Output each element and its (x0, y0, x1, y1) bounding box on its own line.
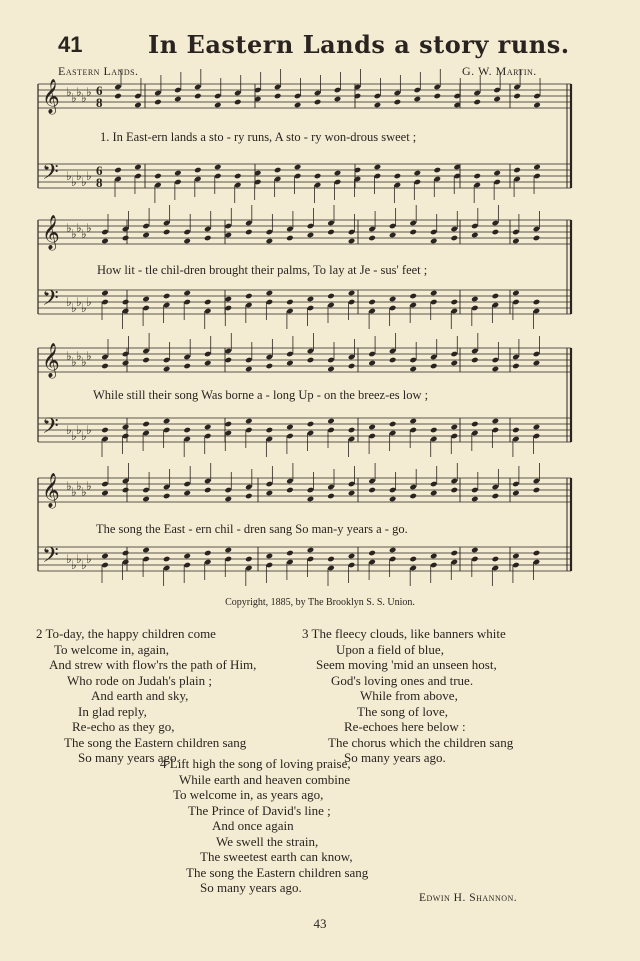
note-head (101, 238, 109, 245)
note-head (368, 235, 376, 242)
time-signature-top: 6 (96, 163, 103, 178)
verse-line: Re-echo as they go, (72, 719, 175, 734)
verse-line: 3 The fleecy clouds, like banners white (302, 626, 506, 641)
note-head (450, 299, 458, 306)
note-head (327, 229, 335, 236)
verse-line: So many years ago. (78, 750, 180, 765)
note-head (348, 427, 356, 434)
note-head (234, 173, 242, 180)
verse-line: To welcome in, again, (54, 641, 169, 657)
verse-line: Upon a field of blue, (336, 641, 444, 657)
note-head (450, 235, 458, 242)
note-head (294, 102, 302, 109)
bass-clef-icon: 𝄢 (42, 414, 59, 444)
note-head (327, 493, 335, 500)
note-head (450, 360, 458, 367)
treble-clef-icon: 𝄞 (42, 215, 60, 250)
flat-icon: ♭ (66, 295, 72, 309)
note-head (327, 293, 335, 300)
note-head (471, 547, 479, 554)
verse-2 (36, 626, 256, 766)
verse-line: While earth and heaven combine (179, 771, 351, 787)
bass-clef-icon: 𝄢 (42, 160, 59, 190)
hymn-number: 41 (58, 32, 83, 57)
flat-icon: ♭ (66, 349, 72, 363)
note-head (533, 299, 541, 306)
verse-line: The song of love, (357, 703, 448, 719)
verse-line: The song the Eastern children sang (64, 734, 247, 750)
flat-icon: ♭ (66, 85, 72, 99)
note-head (533, 164, 541, 171)
note-head (245, 418, 253, 425)
bass-clef-icon: 𝄢 (42, 543, 59, 573)
note-head (245, 366, 253, 373)
note-head (163, 366, 171, 373)
note-head (389, 421, 397, 428)
note-head (512, 490, 520, 497)
verse-line: And once again (212, 818, 294, 833)
note-head (348, 238, 356, 245)
note-head (224, 496, 232, 503)
note-head (433, 93, 441, 100)
flat-icon: ♭ (86, 295, 92, 309)
verse-line: Seem moving 'mid an unseen host, (316, 657, 497, 672)
note-head (512, 363, 520, 370)
note-head (471, 357, 479, 364)
verse-line: The chorus which the children sang (328, 734, 514, 750)
note-head (430, 490, 438, 497)
note-head (433, 167, 441, 174)
note-head (430, 553, 438, 560)
note-head (183, 238, 191, 245)
verse-line: Re-echoes here below : (344, 719, 466, 734)
lyric-line-3: While still their song Was borne a - long Up - on the breez-es low ; (93, 388, 429, 402)
composer: G. W. Martin. (462, 64, 537, 78)
note-head (307, 232, 315, 239)
note-head (245, 556, 253, 563)
note-head (430, 238, 438, 245)
note-head (307, 357, 315, 364)
note-head (368, 550, 376, 557)
note-head (492, 418, 500, 425)
note-head (327, 556, 335, 563)
note-head (409, 418, 417, 425)
note-head (122, 360, 130, 367)
note-head (533, 102, 541, 109)
note-head (430, 427, 438, 434)
note-head (142, 421, 150, 428)
note-head (204, 550, 212, 557)
note-head (533, 424, 541, 431)
flat-icon: ♭ (76, 221, 82, 235)
note-head (492, 293, 500, 300)
note-head (266, 553, 274, 560)
note-head (204, 487, 212, 494)
time-signature-bottom: 8 (96, 95, 103, 110)
note-head (245, 493, 253, 500)
note-head (294, 164, 302, 171)
note-head (374, 164, 382, 171)
note-head (142, 296, 150, 303)
note-head (414, 96, 422, 103)
verse-line: In glad reply, (78, 703, 147, 719)
flat-icon: ♭ (81, 301, 87, 315)
note-head (114, 93, 122, 100)
note-head (174, 170, 182, 177)
note-head (224, 421, 232, 428)
note-head (307, 421, 315, 428)
note-head (122, 424, 130, 431)
verse-line: To welcome in, as years ago, (173, 787, 324, 802)
note-head (134, 164, 142, 171)
flat-icon: ♭ (76, 423, 82, 437)
note-head (101, 553, 109, 560)
flat-icon: ♭ (81, 227, 87, 241)
flat-icon: ♭ (71, 91, 77, 105)
note-head (154, 173, 162, 180)
note-head (334, 170, 342, 177)
note-head (101, 490, 109, 497)
note-head (533, 550, 541, 557)
time-signature-top: 6 (96, 83, 103, 98)
flat-icon: ♭ (76, 169, 82, 183)
verse-line: And strew with flow'rs the path of Him, (49, 657, 257, 672)
hymn-title: In Eastern Lands a story runs. (148, 30, 570, 59)
note-head (493, 170, 501, 177)
note-head (214, 102, 222, 109)
verse-line: While from above, (360, 688, 458, 703)
note-head (174, 96, 182, 103)
note-head (245, 229, 253, 236)
note-head (409, 293, 417, 300)
flat-icon: ♭ (86, 552, 92, 566)
note-head (266, 238, 274, 245)
note-head (134, 102, 142, 109)
note-head (430, 290, 438, 297)
note-head (348, 490, 356, 497)
note-head (101, 427, 109, 434)
note-head (307, 296, 315, 303)
note-head (368, 424, 376, 431)
note-head (224, 357, 232, 364)
note-head (234, 99, 242, 106)
flat-icon: ♭ (76, 552, 82, 566)
note-head (492, 556, 500, 563)
note-head (307, 547, 315, 554)
verse-line: So many years ago. (200, 880, 302, 895)
note-head (314, 173, 322, 180)
note-head (307, 496, 315, 503)
flat-icon: ♭ (66, 552, 72, 566)
note-head (492, 493, 500, 500)
note-head (204, 360, 212, 367)
note-head (286, 550, 294, 557)
note-head (493, 96, 501, 103)
note-head (122, 235, 130, 242)
flat-icon: ♭ (66, 221, 72, 235)
note-head (450, 550, 458, 557)
note-head (101, 363, 109, 370)
verse-line: 4 Lift high the song of loving praise, (160, 756, 351, 771)
note-head (368, 299, 376, 306)
note-head (492, 366, 500, 373)
flat-icon: ♭ (81, 558, 87, 572)
note-head (122, 487, 130, 494)
verse-line: So many years ago. (344, 750, 446, 765)
note-head (114, 167, 122, 174)
note-head (389, 547, 397, 554)
note-head (394, 99, 402, 106)
flat-icon: ♭ (81, 355, 87, 369)
flat-icon: ♭ (86, 349, 92, 363)
note-head (183, 553, 191, 560)
flat-icon: ♭ (66, 169, 72, 183)
note-head (286, 360, 294, 367)
note-head (224, 296, 232, 303)
note-head (471, 232, 479, 239)
note-head (266, 290, 274, 297)
copyright-notice: Copyright, 1885, by The Brooklyn S. S. Union. (225, 597, 415, 608)
note-head (327, 366, 335, 373)
note-head (389, 232, 397, 239)
flat-icon: ♭ (86, 479, 92, 493)
verse-line: The Prince of David's line ; (188, 802, 331, 818)
note-head (266, 363, 274, 370)
time-signature-bottom: 8 (96, 175, 103, 190)
note-head (348, 363, 356, 370)
tune-name: Eastern Lands. (58, 64, 139, 78)
flat-icon: ♭ (66, 423, 72, 437)
flat-icon: ♭ (71, 175, 77, 189)
flat-icon: ♭ (71, 485, 77, 499)
note-head (513, 93, 521, 100)
verse-line: Who rode on Judah's plain ; (67, 672, 212, 688)
note-head (334, 96, 342, 103)
flat-icon: ♭ (86, 169, 92, 183)
note-head (471, 296, 479, 303)
verse-line: We swell the strain, (216, 833, 319, 849)
flat-icon: ♭ (71, 558, 77, 572)
note-head (183, 363, 191, 370)
lyric-line-1: 1. In East-ern lands a sto - ry runs, A sto - ry won-drous sweet ; (100, 130, 417, 144)
note-head (473, 99, 481, 106)
note-head (327, 418, 335, 425)
treble-clef-icon: 𝄞 (42, 473, 60, 508)
note-head (245, 293, 253, 300)
note-head (450, 424, 458, 431)
note-head (163, 229, 171, 236)
note-head (204, 299, 212, 306)
note-head (389, 496, 397, 503)
note-head (473, 173, 481, 180)
flat-icon: ♭ (76, 349, 82, 363)
note-head (194, 167, 202, 174)
note-head (513, 167, 521, 174)
note-head (512, 238, 520, 245)
note-head (286, 299, 294, 306)
bass-clef-icon: 𝄢 (42, 286, 59, 316)
note-head (389, 357, 397, 364)
note-head (471, 421, 479, 428)
note-head (194, 93, 202, 100)
note-head (274, 167, 282, 174)
note-head (163, 418, 171, 425)
note-head (274, 93, 282, 100)
note-head (409, 556, 417, 563)
note-head (286, 235, 294, 242)
verse-line: The song the Eastern children sang (186, 864, 369, 880)
note-head (142, 547, 150, 554)
flat-icon: ♭ (81, 485, 87, 499)
note-head (533, 360, 541, 367)
note-head (492, 229, 500, 236)
note-head (389, 296, 397, 303)
flat-icon: ♭ (81, 91, 87, 105)
treble-clef-icon: 𝄞 (42, 343, 60, 378)
note-head (348, 553, 356, 560)
note-head (122, 550, 130, 557)
note-head (471, 496, 479, 503)
note-head (512, 553, 520, 560)
verse-4 (160, 756, 368, 896)
note-head (101, 290, 109, 297)
note-head (414, 170, 422, 177)
flat-icon: ♭ (86, 85, 92, 99)
note-head (142, 496, 150, 503)
verse-line: 2 To-day, the happy children come (36, 626, 216, 641)
note-head (142, 357, 150, 364)
note-head (154, 99, 162, 106)
note-head (430, 363, 438, 370)
note-head (409, 229, 417, 236)
note-head (286, 424, 294, 431)
treble-clef-icon: 𝄞 (42, 79, 60, 114)
note-head (266, 490, 274, 497)
note-head (224, 547, 232, 554)
verse-line: God's loving ones and true. (331, 672, 474, 688)
note-head (368, 487, 376, 494)
note-head (394, 173, 402, 180)
note-head (214, 164, 222, 171)
note-head (314, 99, 322, 106)
note-head (286, 487, 294, 494)
flat-icon: ♭ (71, 355, 77, 369)
note-head (266, 427, 274, 434)
verse-line: The sweetest earth can know, (200, 849, 353, 864)
note-head (224, 232, 232, 239)
note-head (163, 493, 171, 500)
note-head (348, 290, 356, 297)
note-head (368, 360, 376, 367)
note-head (122, 299, 130, 306)
author: Edwin H. Shannon. (419, 892, 518, 904)
verse-line: And earth and sky, (91, 688, 189, 703)
note-head (533, 235, 541, 242)
note-head (533, 487, 541, 494)
verse-3 (302, 626, 513, 766)
flat-icon: ♭ (76, 479, 82, 493)
flat-icon: ♭ (76, 85, 82, 99)
flat-icon: ♭ (86, 423, 92, 437)
flat-icon: ♭ (81, 429, 87, 443)
note-head (183, 427, 191, 434)
lyric-line-2: How lit - tle chil-dren brought their palms, To lay at Je - sus' feet ; (97, 263, 428, 277)
note-head (163, 293, 171, 300)
note-head (142, 232, 150, 239)
note-head (512, 427, 520, 434)
flat-icon: ♭ (71, 227, 77, 241)
note-head (204, 235, 212, 242)
note-head (512, 290, 520, 297)
lyric-line-4: The song the East - ern chil - dren sang So man-y years a - go. (96, 522, 408, 536)
note-head (374, 102, 382, 109)
note-head (409, 366, 417, 373)
flat-icon: ♭ (76, 295, 82, 309)
note-head (183, 290, 191, 297)
page-number: 43 (313, 916, 327, 931)
note-head (163, 556, 171, 563)
flat-icon: ♭ (66, 479, 72, 493)
flat-icon: ♭ (71, 301, 77, 315)
flat-icon: ♭ (86, 221, 92, 235)
note-head (450, 487, 458, 494)
flat-icon: ♭ (81, 175, 87, 189)
note-head (183, 490, 191, 497)
note-head (409, 493, 417, 500)
note-head (204, 424, 212, 431)
flat-icon: ♭ (71, 429, 77, 443)
